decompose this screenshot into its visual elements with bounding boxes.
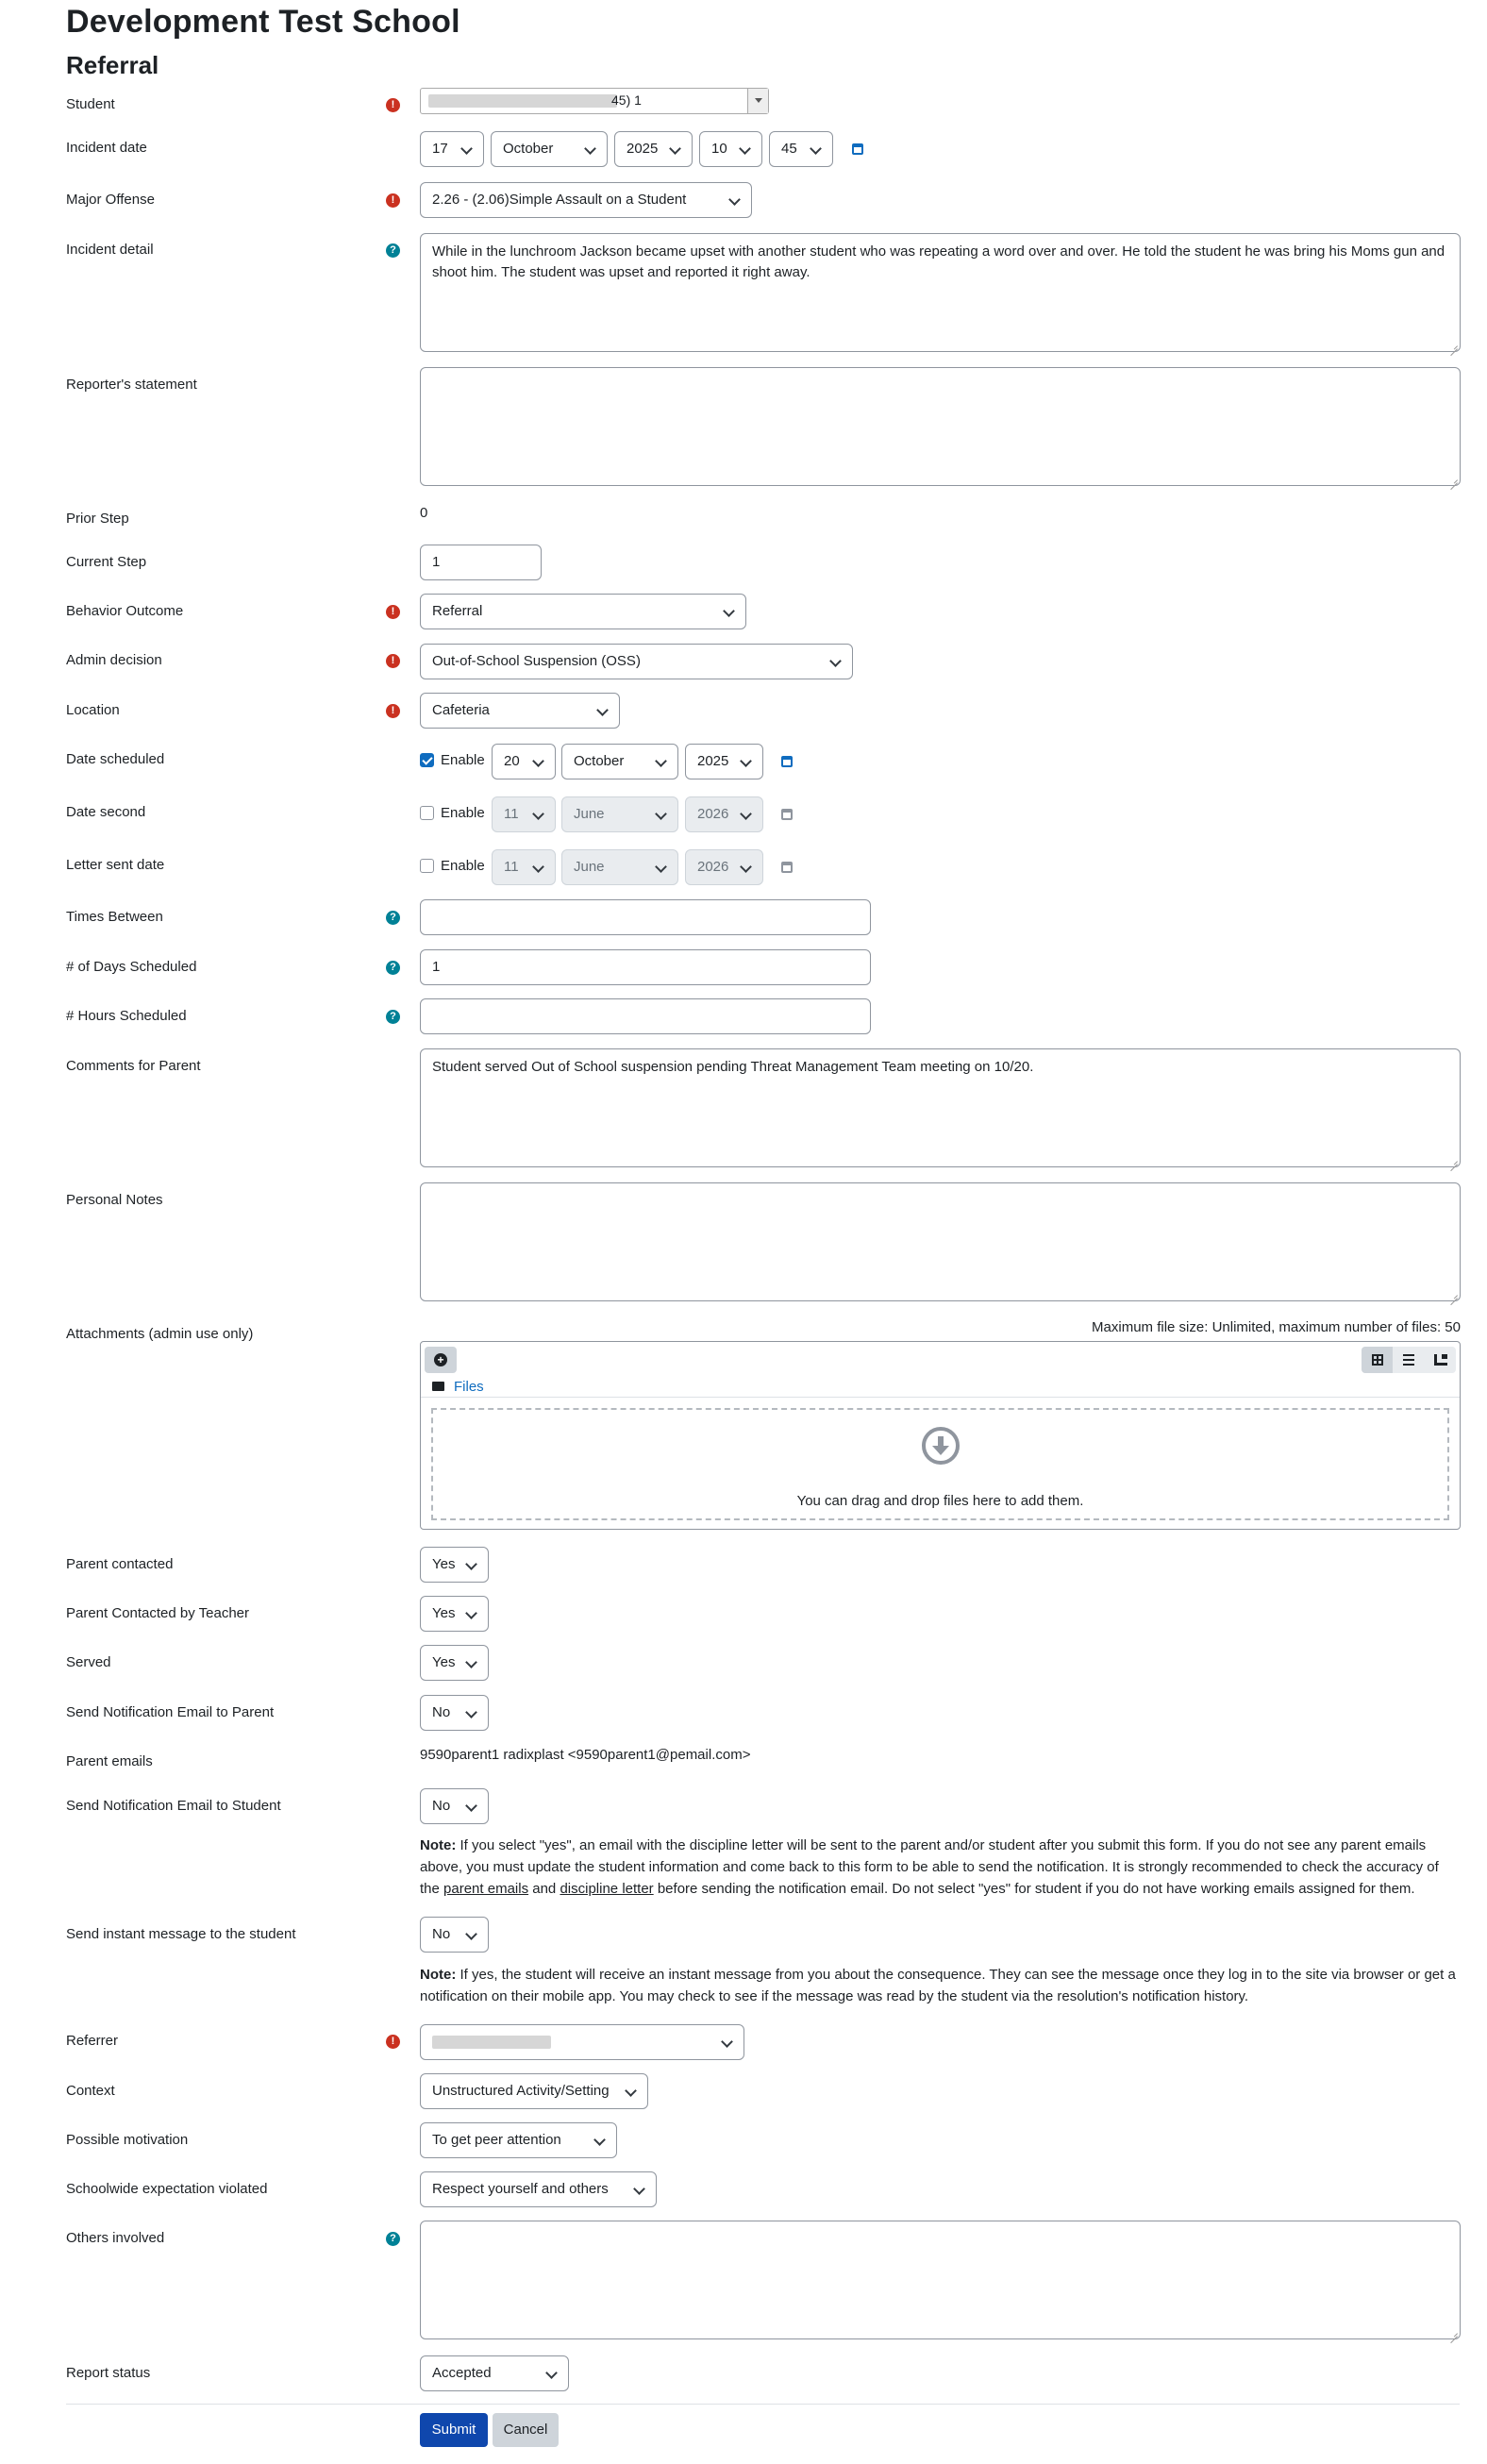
- letter-sent-month-select[interactable]: [561, 849, 678, 885]
- date-scheduled-day-value: 20: [504, 753, 520, 769]
- admin-decision-label: Admin decision: [66, 652, 162, 668]
- chevron-down-icon: [532, 797, 543, 831]
- chevron-down-icon: [465, 1918, 476, 1952]
- date-second-enable-checkbox[interactable]: [420, 806, 434, 820]
- incident-detail-textarea[interactable]: [420, 233, 1461, 352]
- chevron-down-icon: [728, 183, 740, 217]
- expectation-value: Respect yourself and others: [432, 2181, 609, 2197]
- student-label: Student: [66, 96, 115, 112]
- chevron-down-icon: [465, 1548, 476, 1582]
- discipline-letter-link[interactable]: discipline letter: [560, 1881, 654, 1897]
- date-second-year-select[interactable]: [685, 796, 763, 832]
- note-bold: Note:: [420, 1967, 457, 1983]
- chevron-down-icon: [465, 1696, 476, 1730]
- reporter-statement-label: Reporter's statement: [66, 377, 197, 393]
- chevron-down-icon: [740, 850, 751, 884]
- note-bold: Note:: [420, 1837, 457, 1853]
- plus-circle-icon: +: [434, 1353, 447, 1366]
- calendar-icon[interactable]: [781, 756, 793, 767]
- download-arrow-icon: [922, 1427, 960, 1465]
- chevron-down-icon: [465, 1789, 476, 1823]
- incident-year-value: 2025: [627, 141, 659, 157]
- help-icon[interactable]: ?: [386, 961, 400, 975]
- chevron-down-icon: [465, 1597, 476, 1631]
- behavior-outcome-label: Behavior Outcome: [66, 603, 184, 619]
- folder-tree-icon: [1434, 1354, 1447, 1366]
- incident-hour-value: 10: [711, 141, 727, 157]
- required-icon: !: [386, 605, 400, 619]
- student-name-redacted: [428, 94, 617, 108]
- parent-emails-label: Parent emails: [66, 1753, 153, 1769]
- letter-sent-date-label: Letter sent date: [66, 857, 165, 873]
- letter-sent-enable-label: Enable: [441, 858, 485, 874]
- student-id-text: 45) 1: [611, 92, 642, 108]
- days-scheduled-input[interactable]: [420, 949, 871, 985]
- notify-student-label: Send Notification Email to Student: [66, 1798, 281, 1814]
- referrer-select[interactable]: [420, 2024, 744, 2060]
- comments-parent-textarea[interactable]: [420, 1048, 1461, 1167]
- location-label: Location: [66, 702, 120, 718]
- parent-contacted-teacher-label: Parent Contacted by Teacher: [66, 1605, 250, 1621]
- chevron-down-icon: [669, 132, 680, 166]
- cancel-button[interactable]: Cancel: [493, 2413, 559, 2447]
- date-second-year-value: 2026: [697, 806, 729, 822]
- behavior-outcome-value: Referral: [432, 603, 483, 619]
- student-select[interactable]: [420, 88, 769, 114]
- chevron-down-icon: [545, 2356, 557, 2390]
- chevron-down-icon: [810, 132, 821, 166]
- incident-day-select[interactable]: [420, 131, 484, 167]
- current-step-text: 1: [432, 554, 441, 570]
- notify-student-select[interactable]: [420, 1788, 489, 1824]
- prior-step-value: 0: [420, 505, 428, 521]
- chevron-down-icon: [740, 797, 751, 831]
- date-scheduled-label: Date scheduled: [66, 751, 165, 767]
- tree-view-button[interactable]: [1425, 1347, 1456, 1373]
- parent-contacted-teacher-select[interactable]: [420, 1596, 489, 1632]
- chevron-down-icon: [655, 745, 666, 779]
- resize-handle-icon[interactable]: [1448, 1155, 1458, 1165]
- chevron-down-icon: [633, 2172, 644, 2206]
- chevron-down-icon: [584, 132, 595, 166]
- chevron-down-icon: [655, 797, 666, 831]
- divider: [421, 1397, 1460, 1398]
- form-divider: [66, 2404, 1460, 2405]
- date-scheduled-enable-label: Enable: [441, 752, 485, 768]
- date-second-label: Date second: [66, 804, 146, 820]
- date-second-day-value: 11: [504, 806, 519, 822]
- resize-handle-icon[interactable]: [1448, 1289, 1458, 1299]
- incident-minute-select[interactable]: [769, 131, 833, 167]
- incident-month-select[interactable]: [491, 131, 608, 167]
- incident-detail-text: While in the lunchroom Jackson became upset with another student who was repeating a word over and over. He told the student he was bring his Moms gun and shoot him. The student was upset and reported it right away.: [432, 243, 1445, 280]
- parent-emails-link[interactable]: parent emails: [443, 1881, 529, 1897]
- referrer-name-redacted: [432, 2036, 551, 2049]
- list-view-button[interactable]: [1393, 1347, 1425, 1373]
- date-second-day-select[interactable]: [492, 796, 556, 832]
- comments-parent-label: Comments for Parent: [66, 1058, 201, 1074]
- resize-handle-icon[interactable]: [1448, 340, 1458, 349]
- chevron-down-icon: [532, 850, 543, 884]
- chevron-down-icon: [723, 595, 734, 629]
- chevron-down-icon: [596, 694, 608, 728]
- icon-view-button[interactable]: [1362, 1347, 1393, 1373]
- hours-scheduled-input[interactable]: [420, 998, 871, 1034]
- help-icon[interactable]: ?: [386, 243, 400, 258]
- motivation-value: To get peer attention: [432, 2132, 561, 2148]
- personal-notes-textarea[interactable]: [420, 1182, 1461, 1301]
- date-scheduled-year-select[interactable]: [685, 744, 763, 779]
- personal-notes-label: Personal Notes: [66, 1192, 163, 1208]
- parent-contacted-value: Yes: [432, 1556, 456, 1572]
- student-select-arrow-icon[interactable]: [747, 89, 768, 113]
- motivation-select[interactable]: [420, 2122, 617, 2158]
- date-second-month-select[interactable]: [561, 796, 678, 832]
- notify-student-value: No: [432, 1798, 451, 1814]
- required-icon: !: [386, 193, 400, 208]
- resize-handle-icon[interactable]: [1448, 2327, 1458, 2337]
- chevron-down-icon: [740, 745, 751, 779]
- help-icon[interactable]: ?: [386, 2232, 400, 2246]
- note-text: If you select "yes", an email with the discipline letter will be sent to the parent and/or student after you submit this form. If you do not see any parent emails above, you must update the student information and come back to this form to be able to send the notification. It is strongly recommended to check the accuracy of the: [420, 1837, 1439, 1897]
- parent-emails-value: 9590parent1 radixplast <9590parent1@pemail.com>: [420, 1747, 751, 1763]
- help-icon[interactable]: ?: [386, 911, 400, 925]
- dropzone[interactable]: [431, 1408, 1449, 1520]
- letter-sent-enable-checkbox[interactable]: [420, 859, 434, 873]
- notify-parent-select[interactable]: [420, 1695, 489, 1731]
- submit-button[interactable]: Submit: [420, 2413, 488, 2447]
- days-scheduled-label: # of Days Scheduled: [66, 959, 197, 975]
- incident-minute-value: 45: [781, 141, 797, 157]
- major-offense-value: 2.26 - (2.06)Simple Assault on a Student: [432, 192, 687, 208]
- letter-sent-day-select[interactable]: [492, 849, 556, 885]
- note-text: and: [528, 1881, 560, 1897]
- view-toggle-group: [1362, 1347, 1456, 1373]
- grid-icon: [1372, 1354, 1383, 1366]
- notify-parent-value: No: [432, 1704, 451, 1720]
- days-scheduled-text: 1: [432, 959, 441, 975]
- note-text: before sending the notification email. Do not select "yes" for student if you do not have working emails assigned for them.: [653, 1881, 1415, 1897]
- served-label: Served: [66, 1654, 111, 1670]
- school-name: Development Test School: [66, 4, 460, 40]
- incident-month-value: October: [503, 141, 554, 157]
- required-icon: !: [386, 704, 400, 718]
- incident-year-select[interactable]: [614, 131, 693, 167]
- required-icon: !: [386, 654, 400, 668]
- chevron-down-icon: [593, 2123, 605, 2157]
- list-icon: [1403, 1354, 1414, 1366]
- date-scheduled-year-value: 2025: [697, 753, 729, 769]
- chevron-down-icon: [829, 645, 841, 679]
- reporter-statement-textarea[interactable]: [420, 367, 1461, 486]
- files-folder-link[interactable]: Files: [454, 1379, 484, 1395]
- chevron-down-icon: [532, 745, 543, 779]
- expectation-label: Schoolwide expectation violated: [66, 2181, 268, 2197]
- comments-parent-text: Student served Out of School suspension pending Threat Management Team meeting on 10/20.: [432, 1059, 1034, 1075]
- prior-step-label: Prior Step: [66, 511, 129, 527]
- date-scheduled-day-select[interactable]: [492, 744, 556, 779]
- chevron-down-icon: [460, 132, 472, 166]
- letter-sent-year-select[interactable]: [685, 849, 763, 885]
- letter-sent-day-value: 11: [504, 859, 519, 875]
- date-scheduled-month-select[interactable]: [561, 744, 678, 779]
- calendar-icon[interactable]: [781, 862, 793, 873]
- parent-contacted-label: Parent contacted: [66, 1556, 174, 1572]
- context-label: Context: [66, 2083, 115, 2099]
- major-offense-select[interactable]: [420, 182, 752, 218]
- referrer-label: Referrer: [66, 2033, 119, 2049]
- required-icon: !: [386, 98, 400, 112]
- others-involved-label: Others involved: [66, 2230, 165, 2246]
- incident-hour-select[interactable]: [699, 131, 762, 167]
- current-step-label: Current Step: [66, 554, 147, 570]
- location-value: Cafeteria: [432, 702, 490, 718]
- report-status-value: Accepted: [432, 2365, 492, 2381]
- instant-message-value: No: [432, 1926, 451, 1942]
- instant-message-note: [420, 1964, 1458, 2007]
- current-step-input[interactable]: [420, 545, 542, 580]
- others-involved-textarea[interactable]: [420, 2221, 1461, 2339]
- required-icon: !: [386, 2035, 400, 2049]
- times-between-input[interactable]: [420, 899, 871, 935]
- chevron-down-icon: [721, 2025, 732, 2059]
- expectation-select[interactable]: [420, 2171, 657, 2207]
- report-status-label: Report status: [66, 2365, 151, 2381]
- add-file-button[interactable]: [425, 1347, 457, 1373]
- major-offense-label: Major Offense: [66, 192, 155, 208]
- chevron-down-icon: [465, 1646, 476, 1680]
- incident-day-value: 17: [432, 141, 448, 157]
- date-scheduled-enable-checkbox[interactable]: [420, 753, 434, 767]
- motivation-label: Possible motivation: [66, 2132, 189, 2148]
- attachments-limits: Maximum file size: Unlimited, maximum number of files: 50: [1092, 1319, 1461, 1335]
- report-status-select[interactable]: [420, 2355, 569, 2391]
- dropzone-text: You can drag and drop files here to add them.: [796, 1493, 1084, 1509]
- date-second-enable-label: Enable: [441, 805, 485, 821]
- context-select[interactable]: [420, 2073, 648, 2109]
- parent-contacted-teacher-value: Yes: [432, 1605, 456, 1621]
- instant-message-label: Send instant message to the student: [66, 1926, 296, 1942]
- attachments-label: Attachments (admin use only): [66, 1326, 254, 1342]
- chevron-down-icon: [739, 132, 750, 166]
- chevron-down-icon: [625, 2074, 636, 2108]
- served-select[interactable]: [420, 1645, 489, 1681]
- chevron-down-icon: [655, 850, 666, 884]
- served-value: Yes: [432, 1654, 456, 1670]
- instant-message-select[interactable]: [420, 1917, 489, 1953]
- calendar-icon[interactable]: [781, 809, 793, 820]
- parent-contacted-select[interactable]: [420, 1547, 489, 1583]
- incident-detail-label: Incident detail: [66, 242, 154, 258]
- behavior-outcome-select[interactable]: [420, 594, 746, 629]
- incident-date-label: Incident date: [66, 140, 147, 156]
- letter-sent-year-value: 2026: [697, 859, 729, 875]
- date-scheduled-month-value: October: [574, 753, 625, 769]
- location-select[interactable]: [420, 693, 620, 729]
- letter-sent-month-value: June: [574, 859, 605, 875]
- context-value: Unstructured Activity/Setting: [432, 2083, 610, 2099]
- date-second-month-value: June: [574, 806, 605, 822]
- hours-scheduled-label: # Hours Scheduled: [66, 1008, 187, 1024]
- note-text: If yes, the student will receive an instant message from you about the consequence. They can see the message once they log in to the site via browser or get a notification on their mobile app. You may check to see if the message was read by the student via the resolution's notification history.: [420, 1967, 1456, 2004]
- filemanager: [420, 1341, 1461, 1530]
- form-title: Referral: [66, 51, 159, 79]
- resize-handle-icon[interactable]: [1448, 474, 1458, 483]
- folder-icon: [432, 1382, 444, 1391]
- admin-decision-value: Out-of-School Suspension (OSS): [432, 653, 641, 669]
- help-icon[interactable]: ?: [386, 1010, 400, 1024]
- admin-decision-select[interactable]: [420, 644, 853, 679]
- notification-note: [420, 1835, 1458, 1900]
- times-between-label: Times Between: [66, 909, 163, 925]
- calendar-icon[interactable]: [852, 143, 863, 155]
- notify-parent-label: Send Notification Email to Parent: [66, 1704, 275, 1720]
